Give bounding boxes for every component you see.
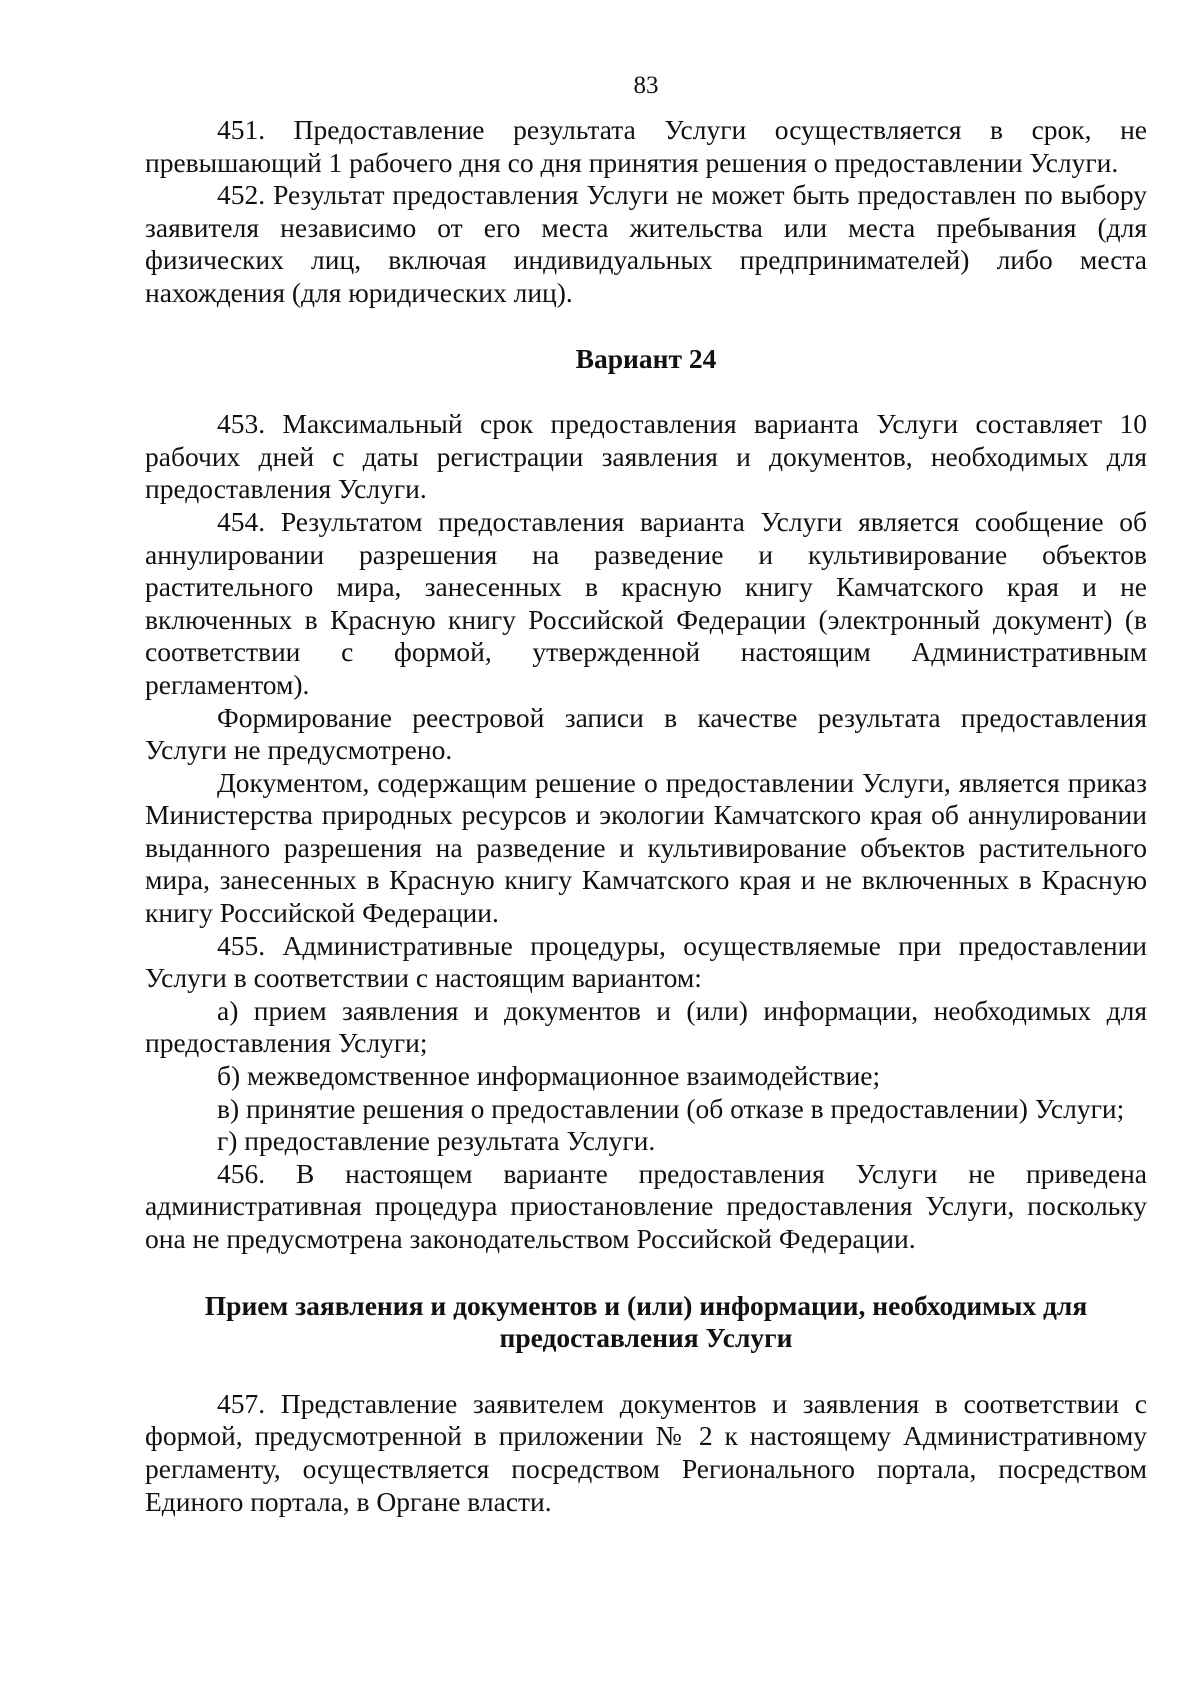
- list-item-b: б) межведомственное информационное взаимодействие;: [217, 1060, 881, 1092]
- list-item-g: г) предоставление результата Услуги.: [217, 1125, 656, 1157]
- paragraph-registry-note: Формирование реестровой записи в качестве результата предоставления Услуги не предусмотрено.: [145, 701, 1147, 766]
- paragraph-451: 451. Предоставление результата Услуги осуществляется в срок, не превышающий 1 рабочего дня со дня принятия решения о предоставлении Услуги.: [145, 114, 1147, 178]
- paragraph-453: 453. Максимальный срок предоставления варианта Услуги составляет 10 рабочих дней с даты регистрации заявления и документов, необходимых для предоставления Услуги.: [145, 408, 1147, 505]
- paragraph-decision-document: Документом, содержащим решение о предоставлении Услуги, является приказ Министерства природных ресурсов и экологии Камчатского края об аннулировании выданного разрешения на разведение и культивирование объектов растительного мира, занесенных в Красную книгу Камчатского края и не включенных в Красную книгу Российской Федерации.: [145, 766, 1147, 929]
- document-page: [145, 70, 1147, 1518]
- page-number: 83: [633, 72, 659, 99]
- variant-heading: Вариант 24: [575, 342, 717, 374]
- section-heading: Прием заявления и документов и (или) информации, необходимых для предоставления Услуги: [204, 1289, 1088, 1354]
- list-item-v: в) принятие решения о предоставлении (об отказе в предоставлении) Услуги;: [217, 1092, 1125, 1124]
- paragraph-454: 454. Результатом предоставления варианта Услуги является сообщение об аннулировании разрешения на разведение и культивирование объектов растительного мира, занесенных в красную книгу Камчатского края и не включенных в Красную книгу Российской Федерации (электронный документ) (в соответствии с формой, утвержденной настоящим Административным регламентом).: [145, 505, 1147, 700]
- paragraph-452: 452. Результат предоставления Услуги не может быть предоставлен по выбору заявителя независимо от его места жительства или места пребывания (для физических лиц, включая индивидуальных предпринимателей) либо места нахождения (для юридических лиц).: [145, 179, 1147, 308]
- paragraph-455: 455. Административные процедуры, осуществляемые при предоставлении Услуги в соответствии с настоящим вариантом:: [145, 929, 1147, 994]
- paragraph-457: 457. Представление заявителем документов и заявления в соответствии с формой, предусмотренной в приложении № 2 к настоящему Административному регламенту, осуществляется посредством Регионального портала, посредством Единого портала, в Органе власти.: [145, 1387, 1147, 1517]
- paragraph-456: 456. В настоящем варианте предоставления Услуги не приведена административная процедура приостановление предоставления Услуги, поскольку она не предусмотрена законодательством Российской Федерации.: [145, 1157, 1147, 1254]
- list-item-a: а) прием заявления и документов и (или) информации, необходимых для предоставления Услуги;: [145, 994, 1147, 1059]
